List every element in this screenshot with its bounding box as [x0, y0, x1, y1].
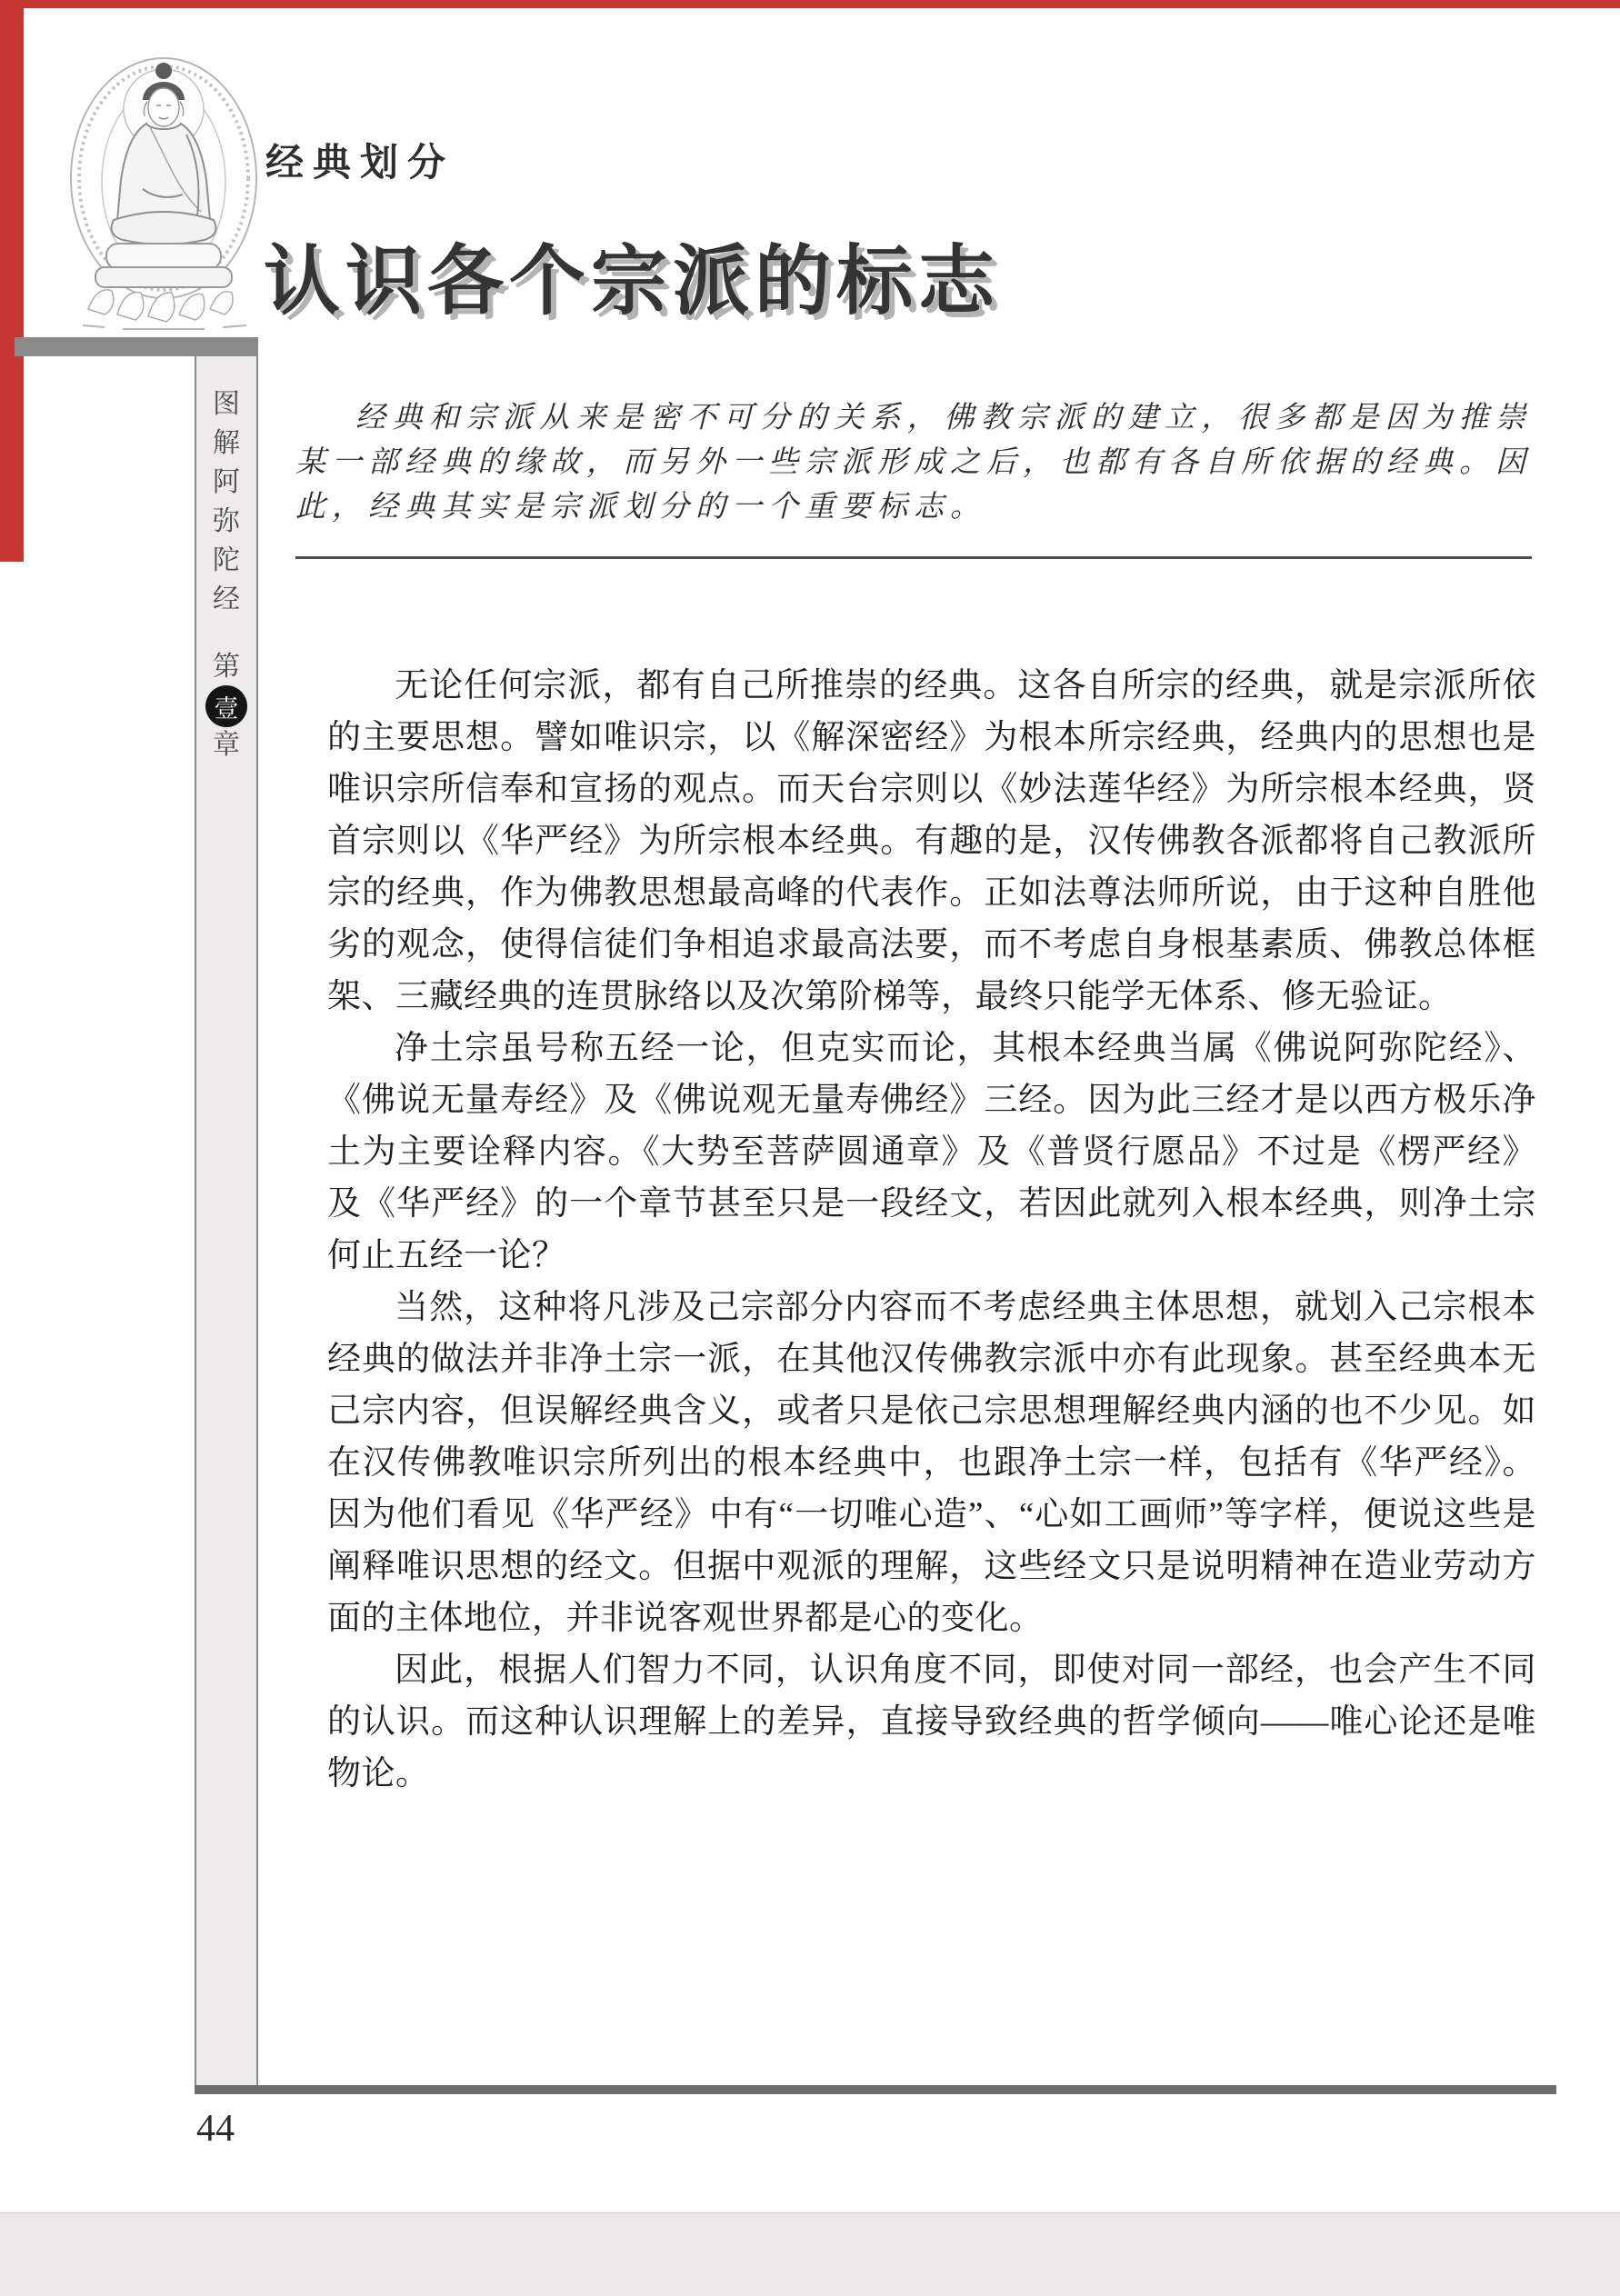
- chapter-suffix: 章: [213, 730, 240, 760]
- book-title-char: 解: [213, 428, 240, 458]
- top-red-border: [0, 0, 1620, 8]
- buddha-icon: [41, 25, 286, 333]
- body-paragraph: 净土宗虽号称五经一论，但克实而论，其根本经典当属《佛说阿弥陀经》、《佛说无量寿经》及《佛说观无量寿佛经》三经。因为此三经才是以西方极乐净土为主要诠释内容。《大势至菩萨圆通章》及《普贤行愿品》不过是《楞严经》及《华严经》的一个章节甚至只是一段经文，若因此就列入根本经典，则净土宗何止五经一论？: [327, 1030, 1536, 1274]
- chapter-marker: [205, 653, 247, 760]
- book-title-char: 图: [213, 389, 240, 419]
- left-red-border: [0, 0, 24, 562]
- bottom-gray-bar: [195, 2085, 1556, 2094]
- chapter-side-strip: [195, 356, 258, 2085]
- body-paragraph: 无论任何宗派，都有自己所推崇的经典。这各自所宗的经典，就是宗派所依的主要思想。譬如唯识宗，以《解深密经》为根本所宗经典，经典内的思想也是唯识宗所信奉和宣扬的观点。而天台宗则以《妙法莲华经》为所宗根本经典，贤首宗则以《华严经》为所宗根本经典。有趣的是，汉传佛教各派都将自己教派所宗的经典，作为佛教思想最高峰的代表作。正如法尊法师所说，由于这种自胜他劣的观念，使得信徒们争相追求最高法要，而不考虑自身根基素质、佛教总体框架、三藏经典的连贯脉络以及次第阶梯等，最终只能学无体系、修无验证。: [327, 667, 1536, 1015]
- page-title: 认识各个宗派的标志: [264, 238, 1001, 324]
- section-label: 经典划分: [265, 141, 455, 184]
- chapter-prefix: 第: [213, 652, 240, 682]
- intro-paragraph: 经典和宗派从来是密不可分的关系，佛教宗派的建立，很多都是因为推崇某一部经典的缘故，而另外一些宗派形成之后，也都有各自所依据的经典。因此，经典其实是宗派划分的一个重要标志。: [295, 402, 1532, 524]
- book-title-char: 阿: [213, 467, 240, 497]
- buddha-illustration: [41, 25, 286, 333]
- intro-divider-line: [295, 556, 1532, 559]
- body-paragraph: 因此，根据人们智力不同，认识角度不同，即使对同一部经，也会产生不同的认识。而这种认识理解上的差异，直接导致经典的哲学倾向——唯心论还是唯物论。: [327, 1652, 1536, 1792]
- book-title-char: 弥: [213, 506, 240, 536]
- main-body-text: [327, 660, 1536, 1800]
- body-paragraph: 当然，这种将凡涉及己宗部分内容而不考虑经典主体思想，就划入己宗根本经典的做法并非净土宗一派，在其他汉传佛教宗派中亦有此现象。甚至经典本无己宗内容，但误解经典含义，或者只是依己宗思想理解经典内涵的也不少见。如在汉传佛教唯识宗所列出的根本经典中，也跟净土宗一样，包括有《华严经》。因为他们看见《华严经》中有“一切唯心造”、“心如工画师”等字样，便说这些是阐释唯识思想的经文。但据中观派的理解，这些经文只是说明精神在造业劳动方面的主体地位，并非说客观世界都是心的变化。: [327, 1289, 1536, 1637]
- bottom-scan-edge: [0, 2212, 1620, 2296]
- page-number: 44: [196, 2108, 235, 2150]
- chapter-number-badge: 壹: [205, 685, 247, 727]
- top-gray-bar: [15, 337, 258, 356]
- book-title-char: 陀: [213, 545, 240, 575]
- book-title-char: 经: [213, 584, 240, 614]
